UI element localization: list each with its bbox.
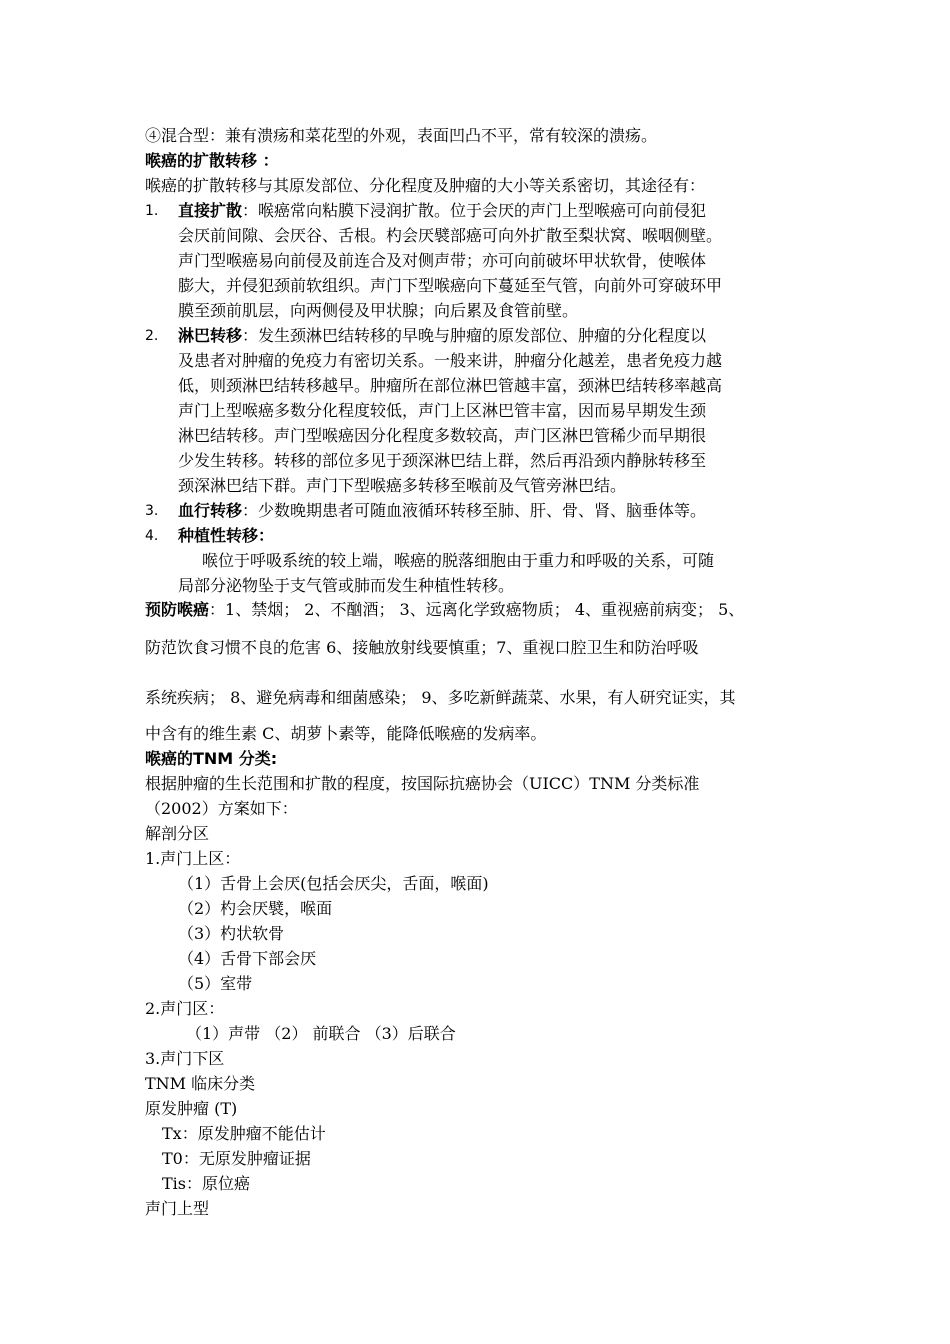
- list-number: 4.: [145, 528, 159, 544]
- list-number: 2.: [145, 328, 159, 344]
- tnm-intro-line: （2002）方案如下：: [145, 799, 298, 818]
- item-title: 种植性转移: [178, 526, 259, 545]
- region-sub: （2）杓会厌襞，喉面: [178, 899, 333, 918]
- item-title: 淋巴转移: [178, 326, 243, 345]
- item-line: 声门型喉癌易向前侵及前连合及对侧声带；亦可向前破坏甲状软骨，使喉体: [178, 251, 707, 270]
- item-line: 局部分泌物坠于支气管或肺而发生种植性转移。: [178, 576, 515, 595]
- list-item-direct: [178, 201, 706, 221]
- tnm-clinical-heading: TNM 临床分类: [145, 1074, 256, 1093]
- item-line: ：发生颈淋巴结转移的早晚与肿瘤的原发部位、肿瘤的分化程度以: [242, 326, 707, 345]
- region-title: 1.声门上区：: [145, 849, 241, 868]
- list-item-lymph: [178, 326, 706, 346]
- item-line: 颈深淋巴结下群。声门下型喉癌多转移至喉前及气管旁淋巴结。: [178, 476, 627, 495]
- tnm-intro-line: 根据肿瘤的生长范围和扩散的程度，按国际抗癌协会（UICC）TNM 分类标准: [145, 774, 700, 793]
- supraglottic-heading: 声门上型: [145, 1199, 210, 1218]
- region-sub: （1）声带 （2） 前联合 （3）后联合: [186, 1024, 456, 1043]
- prevention-line: 防范饮食习惯不良的危害 6、接触放射线要慎重；7、重视口腔卫生和防治呼吸: [145, 638, 699, 657]
- prevention-line: 中含有的维生素 C、胡萝卜素等，能降低喉癌的发病率。: [145, 724, 547, 743]
- prevention-title: 预防喉癌: [145, 600, 210, 619]
- item-line: 少发生转移。转移的部位多见于颈深淋巴结上群，然后再沿颈内静脉转移至: [178, 451, 707, 470]
- t-item: Tis：原位癌: [162, 1174, 251, 1193]
- item-line: 膜至颈前肌层，向两侧侵及甲状腺；向后累及食管前壁。: [178, 301, 579, 320]
- region-title: 2.声门区：: [145, 999, 225, 1018]
- list-item-blood: [178, 501, 706, 521]
- item-line: 会厌前间隙、会厌谷、舌根。杓会厌襞部癌可向外扩散至梨状窝、喉咽侧壁。: [178, 226, 723, 245]
- mixed-type-line: ④混合型：兼有溃疡和菜花型的外观，表面凹凸不平，常有较深的溃疡。: [145, 126, 658, 145]
- spread-intro: 喉癌的扩散转移与其原发部位、分化程度及肿瘤的大小等关系密切，其途径有：: [145, 176, 706, 195]
- item-line: 淋巴结转移。声门型喉癌因分化程度多数较高，声门区淋巴管稀少而早期很: [178, 426, 707, 445]
- item-line: 低，则颈淋巴结转移越早。肿瘤所在部位淋巴管越丰富，颈淋巴结转移率越高: [178, 376, 723, 395]
- region-title: 3.声门下区: [145, 1049, 225, 1068]
- item-line: 喉位于呼吸系统的较上端，喉癌的脱落细胞由于重力和呼吸的关系，可随: [202, 551, 715, 570]
- tnm-heading: 喉癌的TNM 分类:: [145, 749, 278, 768]
- prevention-paragraph: [145, 600, 744, 620]
- item-line: 膨大，并侵犯颈前软组织。声门下型喉癌向下蔓延至气管，向前外可穿破环甲: [178, 276, 723, 295]
- region-sub: （5）室带: [178, 974, 253, 993]
- list-number: 3.: [145, 503, 159, 519]
- item-title: 直接扩散: [178, 201, 243, 220]
- list-item-implant: [178, 526, 274, 546]
- spread-heading: 喉癌的扩散转移 ：: [145, 151, 279, 170]
- item-title: 血行转移: [178, 501, 243, 520]
- region-sub: （1）舌骨上会厌(包括会厌尖，舌面，喉面): [178, 874, 489, 893]
- item-line: ：少数晚期患者可随血液循环转移至肺、肝、骨、肾、脑垂体等。: [242, 501, 707, 520]
- item-line: ：: [258, 526, 275, 545]
- t-item: T0：无原发肿瘤证据: [162, 1149, 311, 1168]
- item-line: 声门上型喉癌多数分化程度较低，声门上区淋巴管丰富，因而易早期发生颈: [178, 401, 707, 420]
- anatomy-heading: 解剖分区: [145, 824, 210, 843]
- region-sub: （4）舌骨下部会厌: [178, 949, 317, 968]
- region-sub: （3）杓状软骨: [178, 924, 285, 943]
- prevention-line: 系统疾病； 8、避免病毒和细菌感染； 9、多吃新鲜蔬菜、水果，有人研究证实，其: [145, 688, 736, 707]
- item-line: ：喉癌常向粘膜下浸润扩散。位于会厌的声门上型喉癌可向前侵犯: [242, 201, 707, 220]
- list-number: 1.: [145, 203, 159, 219]
- prevention-line: ：1、禁烟； 2、不酗酒； 3、远离化学致癌物质； 4、重视癌前病变； 5、: [209, 600, 745, 619]
- primary-tumor-heading: 原发肿瘤 (T): [145, 1099, 238, 1118]
- item-line: 及患者对肿瘤的免疫力有密切关系。一般来讲，肿瘤分化越差，患者免疫力越: [178, 351, 723, 370]
- t-item: Tx：原发肿瘤不能估计: [162, 1124, 326, 1143]
